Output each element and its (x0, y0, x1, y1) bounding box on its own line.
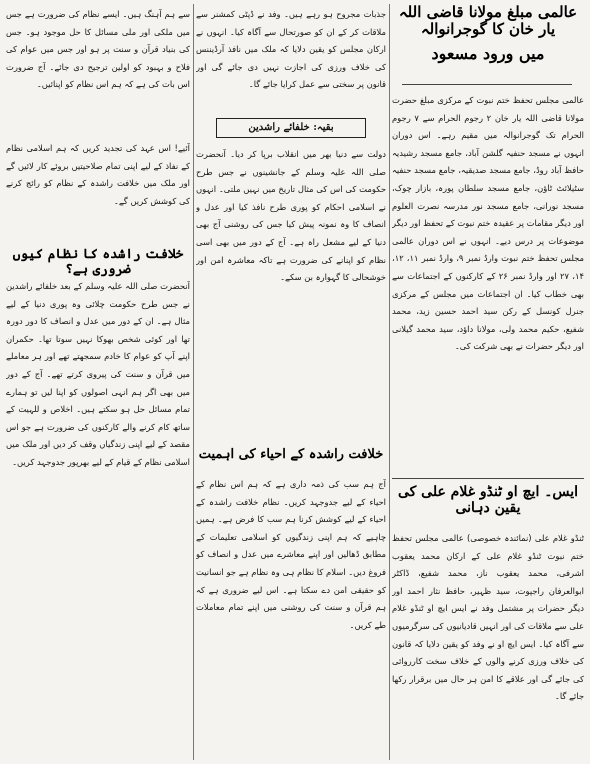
main-headline: عالمی مبلغ مولانا قاضی اللہ یار خان کا گوجرانوالہ (398, 3, 578, 39)
left-mid-text: آئیے! اس عہد کی تجدید کریں کہ ہم اسلامی نظام کے نفاذ کے لیے اپنی تمام صلاحیتیں بروئے کار لائیں گے اور ملک میں خلافت راشدہ کے نظام کو رائج کرنے کی کوشش کریں گے۔ (6, 143, 190, 206)
main-headline-block (392, 4, 584, 63)
left-top-body (6, 6, 190, 128)
article-body (392, 92, 584, 474)
left-bottom-body (6, 278, 190, 760)
left-column (6, 0, 190, 764)
article-text: عالمی مجلس تحفظ ختم نبوت کے مرکزی مبلغ حضرت مولانا قاضی اللہ یار خان ۲ رجوم الحرام سے ۷ رجوم الحرام تک گوجرانوالہ میں مقیم رہے۔ اس دوران انہوں نے مسجد حنفیہ گلشن آباد، جامع مسجد رشیدیہ حافظ آباد روڈ، جامع مسجد صدیقیہ، جامع مسجد حنفیہ سٹیلائٹ ٹاؤن، جامع مسجد سلطان پورہ، بازار چوک، مسجد نورانی، جامع مسجد نور مدرسہ نصرت العلوم اور دیگر مقامات پر عقیدہ ختم نبوت کے تحفظ اور دیگر موضوعات پر درس دیے۔ انہوں نے اس دوران عالمی مجلس تحفظ ختم نبوت وارڈ نمبر ۹، وارڈ نمبر ۱۱، ۱۲، ۱۴، ۲۷ اور وارڈ نمبر ۲۶ کے کارکنوں کے اجتماعات سے بھی خطاب کیا۔ ان اجتماعات میں مجلس کے مرکزی جنرل کونسل کے رکن سید احمد حسین زید، محمد شفیع، حکیم محمد ولی، مولانا داؤد، سید محمد گیلانی اور دیگر حضرات نے بھی شرکت کی۔ (392, 95, 584, 352)
second-headline: ایس۔ ایچ او ٹنڈو غلام علی کی یقین دہانی (397, 484, 579, 517)
middle-top-text: جذبات مجروح ہو رہے ہیں۔ وفد نے ڈپٹی کمشنر سے ملاقات کر کے ان کو صورتحال سے آگاہ کیا۔ انہوں نے ارکان مجلس کو یقین دلایا کہ ملک میں نافذ آرڈیننس کی خلاف ورزی کی اجازت نہیں دی جائے گی اور قانون پر سختی سے عمل کرایا جائے گا۔ (196, 9, 386, 90)
left-headline: خلافت راشدہ کا نظام کیوں ضروری ہے؟ (12, 247, 184, 277)
second-headline-block (392, 484, 584, 516)
section-divider (392, 478, 584, 479)
second-article-body (392, 530, 584, 760)
continuation-box: بقیہ: خلفائے راشدین (216, 118, 366, 138)
middle-column (196, 0, 386, 764)
left-headline-block (6, 248, 190, 278)
headline-underline (402, 84, 572, 85)
left-mid-body (6, 140, 190, 240)
second-article-text: ٹنڈو غلام علی (نمائندہ خصوصی) عالمی مجلس تحفظ ختم نبوت ٹنڈو غلام علی کے ارکان محمد یعقوب اشرفی، محمد یعقوب ناز، محمد شفیع، ڈاکٹر ابوالعرفان راجپوت، سید ظہیر، حافظ نثار احمد اور دیگر حضرات پر مشتمل وفد نے ایس ایچ او ٹنڈو غلام علی سے ملاقات کی اور انہیں قادیانیوں کی سرگرمیوں سے آگاہ کیا۔ ایس ایچ او نے وفد کو یقین دلایا کہ قانون کی خلاف ورزی کرنے والوں کے خلاف سخت کارروائی کی جائے گی اور علاقے کا امن ہر حال میں برقرار رکھا جائے گا۔ (392, 533, 584, 702)
middle-body (196, 146, 386, 446)
left-bottom-text: آنحضرت صلی اللہ علیہ وسلم کے بعد خلفائے راشدین نے جس طرح حکومت چلائی وہ پوری دنیا کے لیے مثال ہے۔ ان کے دور میں عدل و انصاف کا دور دورہ تھا اور کوئی شخص بھوکا نہیں سوتا تھا۔ حکمران اپنے آپ کو عوام کا خادم سمجھتے تھے اور ہر معاملے میں قرآن و سنت کی پیروی کرتے تھے۔ آج کے دور میں بھی اگر ہم انہی اصولوں کو اپنا لیں تو ہمارے تمام مسائل حل ہو سکتے ہیں۔ اخلاص و للہیت کے ساتھ کام کرنے والے کارکنوں کی ضرورت ہے جو اس مقصد کے لیے اپنی زندگیاں وقف کر دیں اور ملک میں اسلامی نظام کے قیام کے لیے بھرپور جدوجہد کریں۔ (6, 281, 190, 467)
middle-top-body (196, 6, 386, 106)
column-divider-left (193, 4, 194, 760)
left-top-text: سے ہم آہنگ ہیں۔ ایسے نظام کی ضرورت ہے جس میں ملکی اور ملی مسائل کا حل موجود ہو۔ جس کی بنیاد قرآن و سنت پر ہو اور جس میں عوام کی فلاح و بہبود کو اولین ترجیح دی جائے۔ آج ضرورت اس بات کی ہے کہ ہم اس نظام کو اپنائیں۔ (6, 9, 190, 90)
column-divider-right (389, 4, 390, 760)
middle-text: دولت سے دنیا بھر میں انقلاب برپا کر دیا۔ آنحضرت صلی اللہ علیہ وسلم کے جانشینوں نے جس طرح حکومت کی اس کی مثال تاریخ میں نہیں ملتی۔ انہوں نے اسلامی احکام کو پوری طرح نافذ کیا اور عدل و انصاف کا وہ نمونہ پیش کیا جس کی روشنی آج بھی دنیا کے لیے مشعل راہ ہے۔ آج کے دور میں بھی اسی نظام کو اپنانے کی ضرورت ہے تاکہ معاشرہ امن اور خوشحالی کا گہوارہ بن سکے۔ (196, 149, 386, 283)
middle-headline-block (196, 448, 386, 463)
right-column (392, 0, 584, 764)
main-headline-line2: میں ورود مسعود (431, 43, 545, 63)
middle-bottom-text: آج ہم سب کی ذمہ داری ہے کہ ہم اس نظام کے احیاء کے لیے جدوجہد کریں۔ نظام خلافت راشدہ کے احیاء کے لیے کوشش کرنا ہم سب کا فرض ہے۔ ہمیں چاہیے کہ ہم اپنی زندگیوں کو اسلامی تعلیمات کے مطابق ڈھالیں اور اپنے معاشرے میں عدل و انصاف کو فروغ دیں۔ اسلام کا نظام ہی وہ نظام ہے جو انسانیت کو حقیقی امن دے سکتا ہے۔ اس لیے ضروری ہے کہ ہم قرآن و سنت کی روشنی میں اپنے تمام معاملات طے کریں۔ (196, 479, 386, 630)
middle-headline: خلافت راشدہ کے احیاء کی اہمیت (198, 447, 384, 462)
middle-bottom-body (196, 476, 386, 760)
